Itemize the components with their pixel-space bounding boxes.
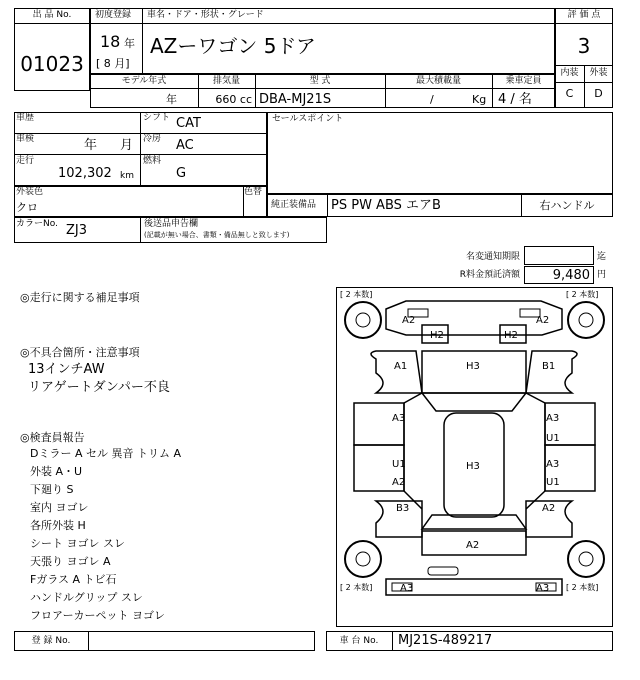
- score-value: 3: [577, 34, 591, 58]
- inspector-line: シート ヨゴレ スレ: [30, 537, 125, 550]
- mark-h2-left: H2: [430, 330, 444, 341]
- max-load-unit: Kg: [472, 93, 487, 106]
- mark-front-a2-left: A2: [402, 315, 416, 326]
- tire-count-bl: [ 2 本数]: [340, 583, 373, 592]
- wheel-rear-right: [568, 541, 604, 577]
- equip-label: 純正装備品: [271, 200, 317, 210]
- mileage-unit: km: [120, 171, 134, 181]
- wheel-rear-left: [345, 541, 381, 577]
- mark-b3: B3: [396, 503, 410, 514]
- inspector-line: フロアーカーペット ヨゴレ: [30, 609, 165, 622]
- lot-label: 出 品 No.: [32, 10, 72, 20]
- sales-point-label: セールスポイント: [272, 114, 344, 124]
- inspector-line: 外装 A・U: [30, 465, 83, 478]
- mark-front-a2-right: A2: [536, 315, 550, 326]
- tire-count-tr: [ 2 本数]: [566, 290, 599, 299]
- inspector-line: Dミラー A セル 異音 トリム A: [30, 447, 182, 460]
- color-no-label: カラーNo.: [16, 219, 58, 229]
- handle-value: 右ハンドル: [539, 199, 595, 212]
- color-no-value: ZJ3: [66, 223, 88, 238]
- mark-a3-br: A3: [536, 583, 550, 594]
- mark-h2-right: H2: [504, 330, 518, 341]
- mark-b1: B1: [542, 361, 556, 372]
- aftermarket-label: 後送品申告欄: [144, 219, 199, 229]
- mark-a3-right-front: A3: [546, 413, 560, 424]
- tire-count-tl: [ 2 本数]: [340, 290, 373, 299]
- reg-year: 18: [100, 32, 121, 51]
- displacement-label: 排気量: [212, 76, 240, 86]
- mark-a2-left: A2: [392, 477, 406, 488]
- model-year-label: モデル年式: [121, 76, 167, 86]
- reg-month: [ 8 月]: [96, 57, 130, 70]
- name-change-label: 名変通知期限: [465, 252, 520, 262]
- lot-number: 01023: [20, 52, 84, 76]
- mark-u1-right-rear: U1: [546, 477, 560, 488]
- inspector-line: Fガラス A トビ石: [30, 573, 117, 586]
- inspector-line: 下廻り S: [30, 483, 74, 496]
- mark-u1-right-front: U1: [546, 433, 560, 444]
- mark-h3-hood: H3: [466, 361, 480, 372]
- capacity-value: 4 / 名: [498, 92, 532, 107]
- car-name-label: 車名・ドア・形状・グレード: [147, 10, 264, 20]
- reg-year-unit: 年: [124, 37, 135, 50]
- exterior-score: D: [594, 87, 603, 100]
- score-label: 評 価 点: [567, 10, 601, 20]
- inspector-notes-label: ◎検査員報告: [20, 431, 85, 444]
- mark-a2-rear: A2: [466, 540, 480, 551]
- fuel-value: G: [176, 166, 187, 181]
- wheel-front-left: [345, 302, 381, 338]
- chassis-no-label: 車 台 No.: [339, 636, 379, 646]
- inspection-month: 月: [120, 138, 134, 153]
- color-value: クロ: [16, 201, 38, 214]
- recycle-value: 9,480: [552, 268, 590, 283]
- first-reg-label: 初度登録: [95, 10, 132, 20]
- recycle-unit: 円: [597, 270, 607, 280]
- inspector-line: ハンドルグリップ スレ: [30, 591, 143, 604]
- shift-value: CAT: [176, 116, 201, 131]
- wheel-front-right: [568, 302, 604, 338]
- defect-line: リアゲートダンパー不良: [28, 380, 170, 395]
- mark-h3-roof: H3: [466, 461, 480, 472]
- equip-value: PS PW ABS エアB: [331, 198, 441, 213]
- model-year-unit: 年: [166, 93, 177, 106]
- max-load-slash: /: [430, 93, 434, 106]
- mark-a3-right-rear: A3: [546, 459, 560, 470]
- mark-u1-left: U1: [392, 459, 406, 470]
- shift-label: シフト: [143, 113, 171, 123]
- defect-notes-label: ◎不具合箇所・注意事項: [20, 346, 140, 359]
- ac-label: 冷房: [143, 134, 162, 144]
- inspector-line: 各所外装 H: [30, 519, 86, 532]
- name-change-unit: 迄: [597, 252, 607, 262]
- reg-no-label: 登 録 No.: [31, 636, 71, 646]
- car-damage-diagram: [336, 287, 613, 627]
- ac-value: AC: [176, 138, 194, 153]
- displacement-value: 660 cc: [215, 93, 252, 106]
- mark-a2-right-rear: A2: [542, 503, 556, 514]
- lot-number-box: [14, 8, 90, 91]
- mark-a3-bl: A3: [400, 583, 414, 594]
- color-label: 外装色: [16, 187, 44, 197]
- interior-label: 内装: [560, 68, 579, 78]
- recycle-label: R料金預託済額: [459, 270, 520, 280]
- repaint-label: 色替: [244, 187, 263, 197]
- inspector-line: 天張り ヨゴレ A: [30, 555, 111, 568]
- max-load-label: 最大積載量: [415, 76, 461, 86]
- sales-point-box: [267, 112, 613, 194]
- exterior-label: 外装: [589, 68, 608, 78]
- mark-a3-left-front: A3: [392, 413, 406, 424]
- tire-count-br: [ 2 本数]: [566, 583, 599, 592]
- color-box: [14, 186, 267, 217]
- driving-notes-label: ◎走行に関する補足事項: [20, 291, 140, 304]
- interior-score: C: [565, 87, 574, 100]
- car-name: AZーワゴン 5ドア: [150, 34, 316, 58]
- capacity-label: 乗車定員: [505, 76, 542, 86]
- mileage-value: 102,302: [58, 166, 112, 181]
- defect-line: 13インチAW: [28, 362, 105, 377]
- aftermarket-note: (記載が無い場合、書類・備品無しと致します): [144, 231, 290, 239]
- inspector-line: 室内 ヨゴレ: [30, 501, 89, 514]
- inspection-year: 年: [84, 138, 98, 153]
- fuel-label: 燃料: [143, 156, 162, 166]
- mileage-label: 走行: [16, 156, 35, 166]
- mark-a1: A1: [394, 361, 408, 372]
- history-label: 車歴: [16, 113, 35, 123]
- type-label: 型 式: [309, 76, 331, 86]
- type-value: DBA-MJ21S: [259, 92, 332, 107]
- name-change-box: [524, 246, 594, 265]
- chassis-no-value: MJ21S-489217: [398, 633, 493, 648]
- inspection-label: 車検: [16, 134, 35, 144]
